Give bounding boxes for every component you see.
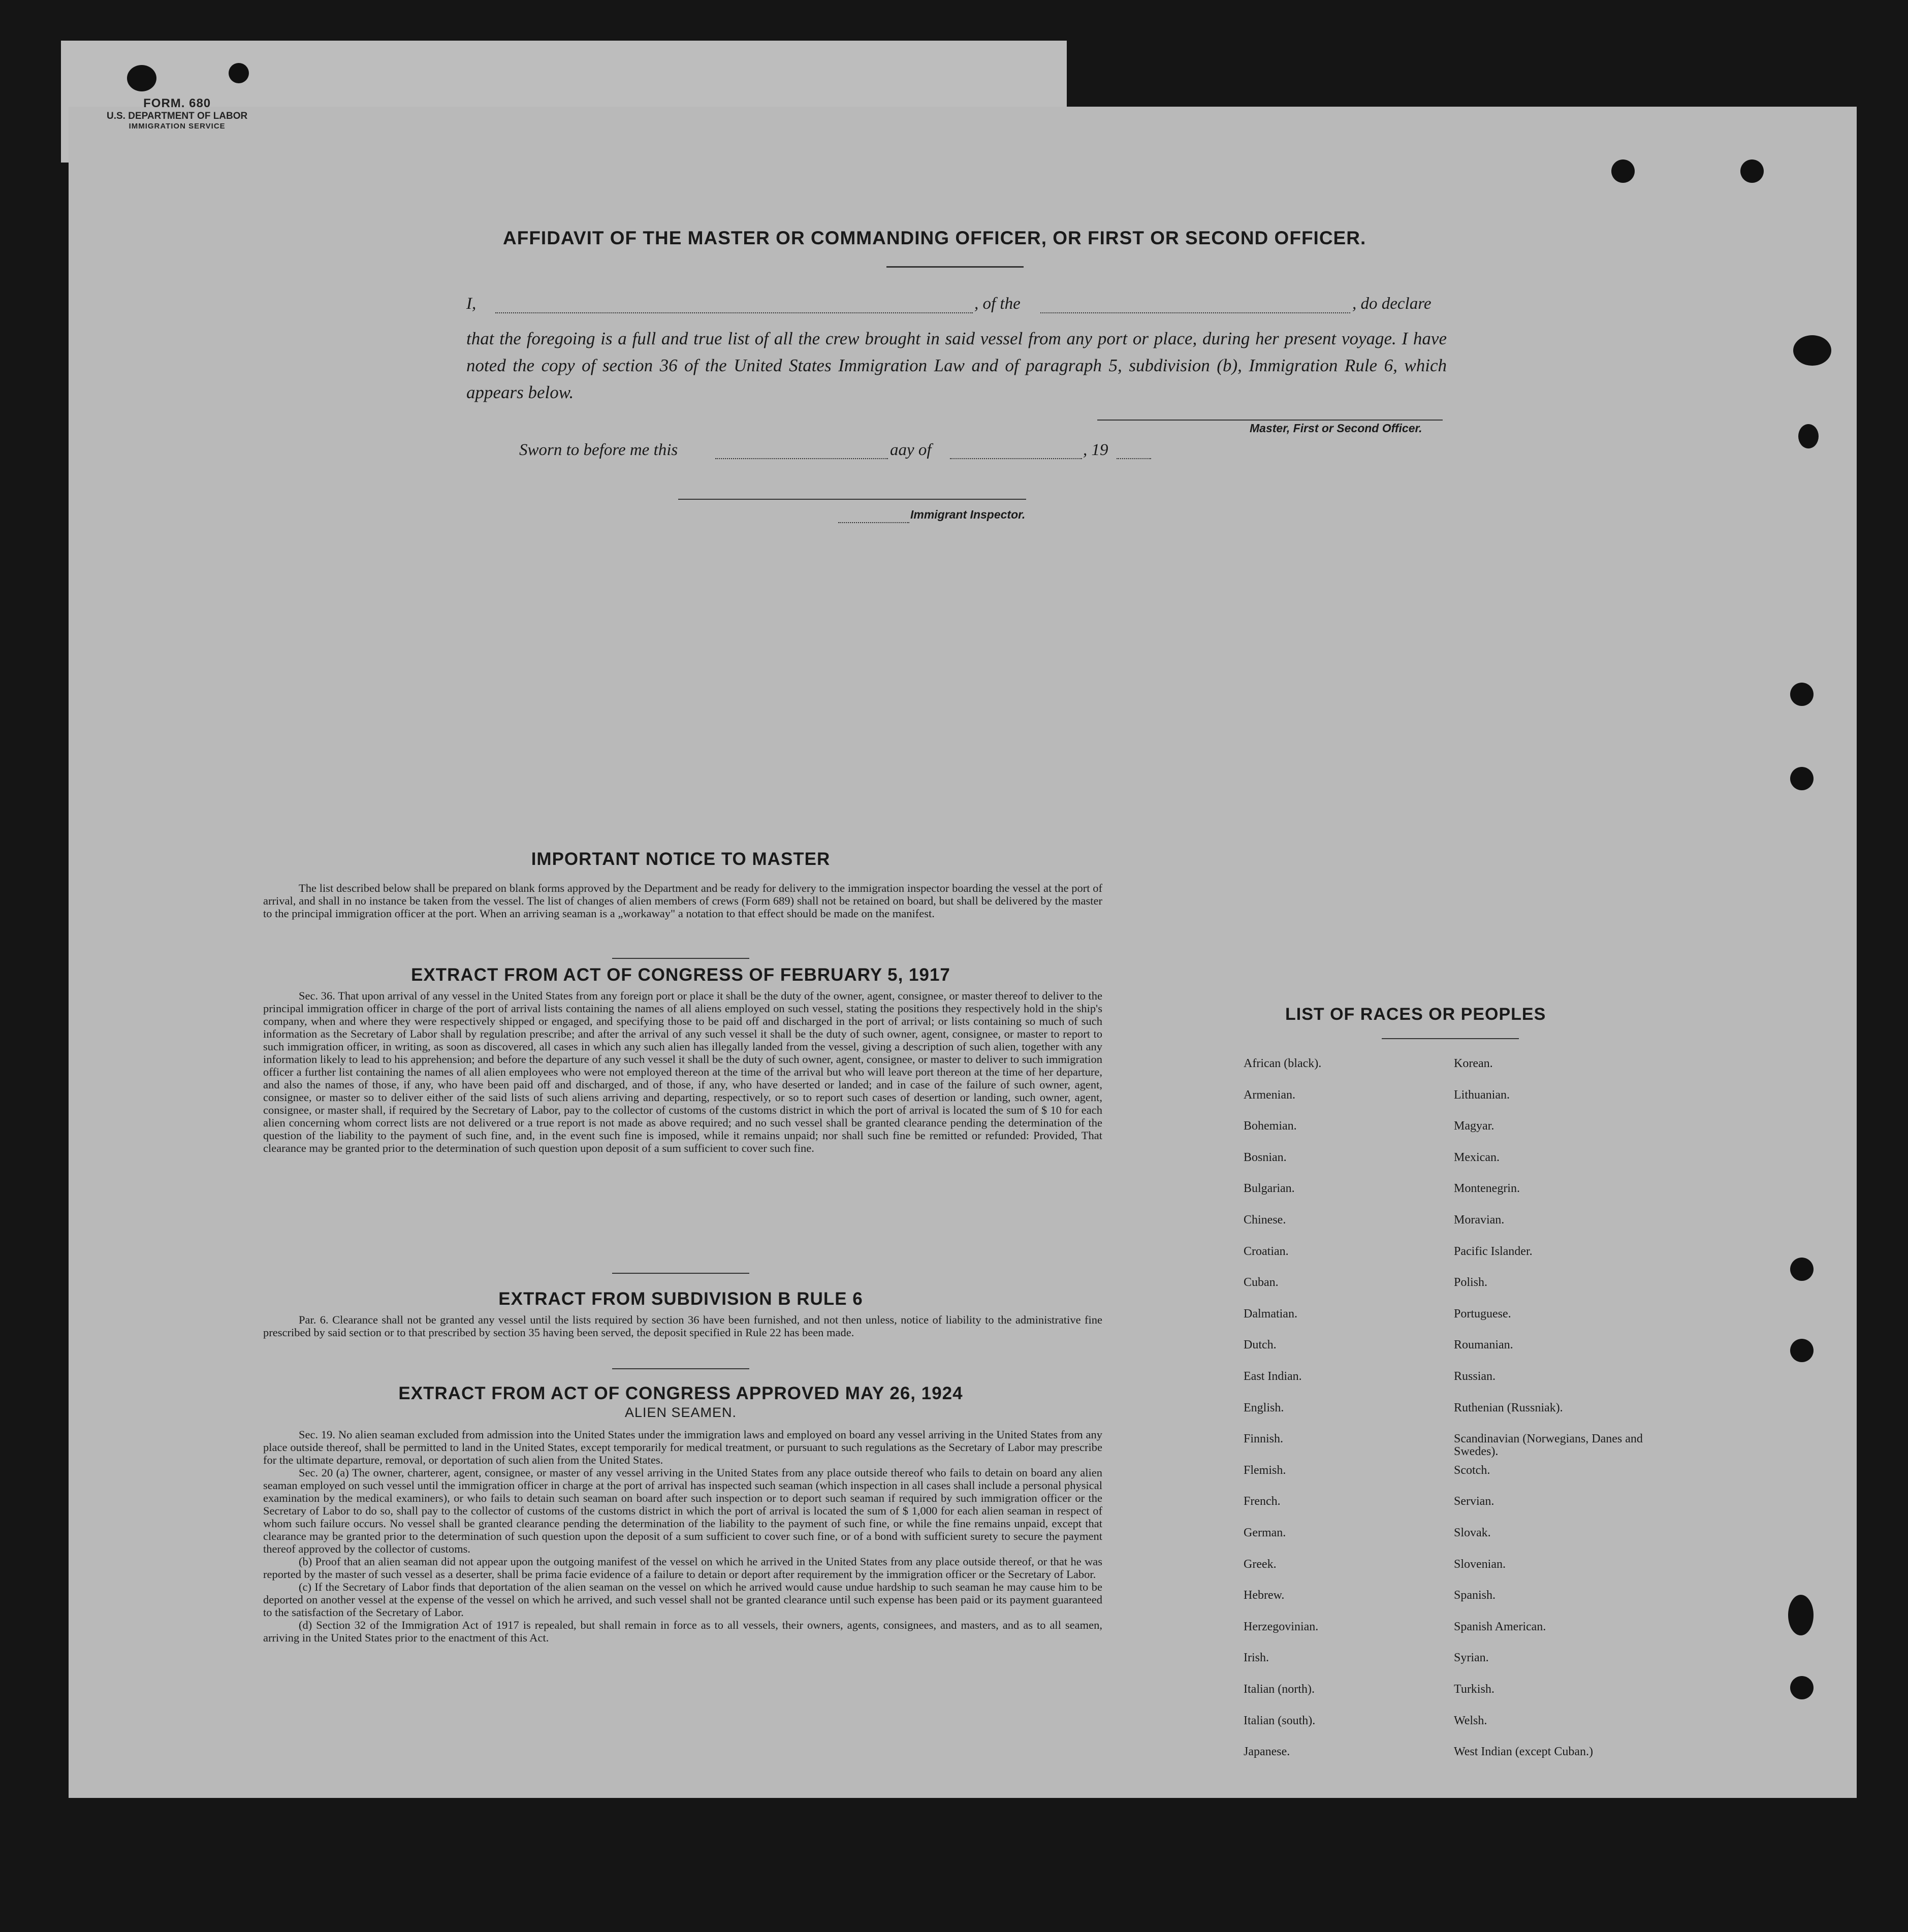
sworn-day-field[interactable] xyxy=(715,458,888,459)
race-item: Russian. xyxy=(1454,1370,1496,1383)
officer-name-field[interactable] xyxy=(495,312,973,313)
extract-rule6-text xyxy=(263,1313,1102,1339)
race-item: Finnish. xyxy=(1244,1432,1284,1446)
form-number: FORM. 680 xyxy=(143,96,211,110)
race-item: Japanese. xyxy=(1244,1745,1290,1759)
extract-rule6-title: EXTRACT FROM SUBDIVISION B RULE 6 xyxy=(498,1289,863,1309)
race-item: French. xyxy=(1244,1495,1281,1508)
punch-hole xyxy=(1790,767,1814,790)
section-rule xyxy=(612,958,749,959)
race-item: Irish. xyxy=(1244,1651,1269,1665)
race-item: African (black). xyxy=(1244,1057,1322,1070)
do-declare-label: , do declare xyxy=(1352,295,1432,313)
race-item: Portuguese. xyxy=(1454,1307,1511,1321)
extract-1924-subtitle: ALIEN SEAMEN. xyxy=(624,1405,737,1420)
year-label: , 19 xyxy=(1083,441,1108,459)
punch-hole xyxy=(1790,1339,1814,1362)
race-item: Hebrew. xyxy=(1244,1589,1285,1602)
race-item: Italian (south). xyxy=(1244,1714,1316,1727)
race-item: Polish. xyxy=(1454,1276,1488,1290)
race-item: Cuban. xyxy=(1244,1276,1279,1290)
punch-hole xyxy=(1790,683,1814,706)
form-identification xyxy=(107,96,247,131)
sec-20c-paragraph: (c) If the Secretary of Labor finds that deportation of the alien seaman on the vessel on which he arrived would cause undue hardship to such seaman he may cause him to be deported on another vessel at the expense of the vessel on which he arrived, and such vessel shall not be granted clearance until such expense has been paid or its payment guaranteed to the satisfaction of the Secretary of Labor. xyxy=(263,1581,1102,1619)
sworn-year-field[interactable] xyxy=(1117,458,1151,459)
master-signature-field[interactable] xyxy=(1097,420,1443,421)
department-name: U.S. DEPARTMENT OF LABOR xyxy=(107,111,248,121)
race-item: Syrian. xyxy=(1454,1651,1489,1665)
race-item: East Indian. xyxy=(1244,1370,1302,1383)
race-item: Magyar. xyxy=(1454,1119,1494,1133)
race-item: West Indian (except Cuban.) xyxy=(1454,1745,1593,1759)
title-rule xyxy=(886,266,1024,268)
sec-20a-paragraph: Sec. 20 (a) The owner, charterer, agent, consignee, or master of any vessel arriving in the United States from any place outside thereof who fails to detain on board any alien seaman employed on such vessel until the immigration officer in charge at the port of arrival has inspected such seaman (which inspection in all cases shall include a personal physical examination by the medical examiners), or who fails to detain such seaman on board after such inspection or to deport such seaman if required by such immigration officer or the Secretary of Labor to do so, shall pay to the collector of customs of the customs district in which the port of arrival is located the sum of $ 1,000 for each alien seaman in respect of whom such failure occurs. No vessel shall be granted clearance pending the determination of the liability to the payment of such fine, or while the fine remains unpaid, except that clearance may be granted prior to the determination of such question upon the deposit of a sum sufficient to cover such fine, or of a bond with sufficient surety to secure the payment thereof approved by the collector of customs. xyxy=(263,1466,1102,1555)
race-item: Roumanian. xyxy=(1454,1338,1513,1352)
ink-blot xyxy=(1788,1595,1814,1635)
section-rule xyxy=(612,1273,749,1274)
extract-1917-text xyxy=(263,989,1102,1154)
race-item: Spanish American. xyxy=(1454,1620,1546,1633)
race-item: Italian (north). xyxy=(1244,1683,1315,1696)
inspector-signature-field[interactable] xyxy=(838,522,909,523)
punch-hole xyxy=(1790,1676,1814,1699)
punch-hole xyxy=(1740,159,1764,183)
inspector-signature-line[interactable] xyxy=(678,499,1026,500)
race-item: Flemish. xyxy=(1244,1463,1286,1477)
extract-1924-title: EXTRACT FROM ACT OF CONGRESS APPROVED MAY 26, 1924 xyxy=(398,1383,963,1403)
race-item: Lithuanian. xyxy=(1454,1088,1510,1102)
race-item: Scandinavian (Norwegians, Danes and Swedes). xyxy=(1454,1432,1643,1459)
section-rule xyxy=(612,1368,749,1369)
ink-blot xyxy=(1793,335,1831,366)
punch-hole xyxy=(1790,1258,1814,1281)
race-item: Bohemian. xyxy=(1244,1119,1297,1133)
races-title: LIST OF RACES OR PEOPLES xyxy=(1285,1005,1546,1024)
notice-paragraph: The list described below shall be prepared on blank forms approved by the Department and be ready for delivery to the immigration inspector boarding the vessel at the port of arrival, and shall in no instance be taken from the vessel. The list of changes of alien members of crews (Form 689) shall not be retained on board, but shall be delivered by the master to the principal immigration officer at the port. When an arriving seaman is a „workaway" a notation to that effect should be made on the manifest. xyxy=(263,882,1102,920)
race-item: English. xyxy=(1244,1401,1284,1414)
sworn-month-field[interactable] xyxy=(950,458,1082,459)
race-item: Welsh. xyxy=(1454,1714,1487,1727)
race-item: Moravian. xyxy=(1454,1213,1505,1227)
vessel-name-field[interactable] xyxy=(1040,312,1350,313)
ink-blot xyxy=(1798,424,1819,448)
race-item: Slovenian. xyxy=(1454,1557,1506,1571)
extract-1917-title: EXTRACT FROM ACT OF CONGRESS OF FEBRUARY 5, 1917 xyxy=(411,965,950,985)
race-item: Slovak. xyxy=(1454,1526,1491,1539)
race-item: Turkish. xyxy=(1454,1683,1494,1696)
ink-blot xyxy=(229,63,249,83)
notice-title: IMPORTANT NOTICE TO MASTER xyxy=(531,849,831,869)
service-name: IMMIGRATION SERVICE xyxy=(129,122,226,131)
affidavit-body: that the foregoing is a full and true list of all the crew brought in said vessel from any port or place, during her present voyage. I have noted the copy of section 36 of the United States Immigration Law and of paragraph 5, subdivision (b), Immigration Rule 6, which appears below. xyxy=(466,329,1447,402)
race-item: Herzegovinian. xyxy=(1244,1620,1319,1633)
race-item: Ruthenian (Russniak). xyxy=(1454,1401,1563,1414)
race-item: Mexican. xyxy=(1454,1150,1500,1164)
race-item: Croatian. xyxy=(1244,1244,1289,1258)
punch-hole xyxy=(1611,159,1635,183)
races-title-rule xyxy=(1382,1038,1519,1039)
of-the-label: , of the xyxy=(974,295,1021,313)
sec-36-paragraph: Sec. 36. That upon arrival of any vessel in the United States from any foreign port or place it shall be the duty of the owner, agent, consignee, or master thereof to deliver to the principal immigration officer in charge of the port of arrival lists containing the names of all aliens employed on such vessel, stating the positions they respectively hold in the ship's company, when and where they were respectively shipped or engaged, and specifying those to be paid off and discharged in the port of arrival; or lists containing so much of such information as the Secretary of Labor shall by regulation prescribe; and after the arrival of any such vessel it shall be the duty of such owner, agent, consignee, or master to report to such immigration officer, in writing, as soon as discovered, all cases in which any such alien has illegally landed from the vessel, giving a description of such alien, together with any information likely to lead to his apprehension; and before the departure of any such vessel it shall be the duty of such owner, agent, consignee, or master to deliver to such immigration officer a further list containing the names of all alien employees who were not employed thereon at the time of the arrival but who will leave port thereon at the time of her departure, and also the names of those, if any, who have been paid off and discharged, and of those, if any, who have deserted or landed; and in case of the failure of such owner, agent, consignee, or master so to deliver either of the said lists of such aliens arriving and departing, respectively, or so to report such cases of desertion or landing, such owner, agent, consignee, or master shall, if required by the Secretary of Labor, pay to the collector of customs of the customs district in which the port of arrival is located the sum of $ 10 for each alien concerning whom correct lists are not delivered or a true report is not made as above required; and no such vessel shall be granted clearance pending the determination of the question of the liability to the payment of such fine, and, in the event such fine is imposed, while it remains unpaid; nor shall such fine be remitted or refunded: Provided, That clearance may be granted prior to the determination of such question upon deposit of a sum sufficient to cover such fine. xyxy=(263,989,1102,1154)
ink-blot xyxy=(127,65,156,91)
extract-1924-text xyxy=(263,1428,1102,1644)
race-item: Spanish. xyxy=(1454,1589,1496,1602)
race-item: Montenegrin. xyxy=(1454,1182,1520,1196)
par-6-paragraph: Par. 6. Clearance shall not be granted any vessel until the lists required by section 36 have been furnished, and not then unless, notice of liability to the administrative fine prescribed by said section or to that prescribed by section 35 having been served, the deposit specified in Rule 22 has been made. xyxy=(263,1313,1102,1339)
sec-20d-paragraph: (d) Section 32 of the Immigration Act of 1917 is repealed, but shall remain in force as to all vessels, their owners, agents, consignees, and masters, and as to all seamen, arriving in the United States prior to the enactment of this Act. xyxy=(263,1619,1102,1644)
race-item: Greek. xyxy=(1244,1557,1277,1571)
race-item: Chinese. xyxy=(1244,1213,1286,1227)
affidavit-title: AFFIDAVIT OF THE MASTER OR COMMANDING OFFICER, OR FIRST OR SECOND OFFICER. xyxy=(503,228,1366,248)
race-item: German. xyxy=(1244,1526,1286,1539)
race-item: Dalmatian. xyxy=(1244,1307,1297,1321)
i-label: I, xyxy=(466,295,476,313)
sworn-label: Sworn to before me this xyxy=(519,441,678,459)
notice-text xyxy=(263,882,1102,920)
inspector-label: Immigrant Inspector. xyxy=(910,508,1026,521)
race-item: Pacific Islander. xyxy=(1454,1244,1533,1258)
master-signature-label: Master, First or Second Officer. xyxy=(1250,422,1422,435)
sec-19-paragraph: Sec. 19. No alien seaman excluded from admission into the United States under the immigration laws and employed on board any vessel arriving in the United States from any place outside thereof, shall be permitted to land in the United States, except temporarily for medical treatment, or pursuant to such regulations as the Secretary of Labor may prescribe for the ultimate departure, removal, or deportation of such alien from the United States. xyxy=(263,1428,1102,1466)
sec-20b-paragraph: (b) Proof that an alien seaman did not appear upon the outgoing manifest of the vessel on which he arrived in the United States from any place outside thereof, or that he was reported by the master of such vessel as a deserter, shall be prima facie evidence of a failure to detain or deport after requirement by the immigration officer or the Secretary of Labor. xyxy=(263,1555,1102,1581)
race-item: Servian. xyxy=(1454,1495,1494,1508)
day-of-label: aay of xyxy=(890,441,932,459)
race-item: Armenian. xyxy=(1244,1088,1295,1102)
race-item: Bosnian. xyxy=(1244,1150,1287,1164)
race-item: Bulgarian. xyxy=(1244,1182,1295,1196)
race-item: Dutch. xyxy=(1244,1338,1277,1352)
race-item: Scotch. xyxy=(1454,1463,1490,1477)
race-item: Korean. xyxy=(1454,1057,1493,1070)
